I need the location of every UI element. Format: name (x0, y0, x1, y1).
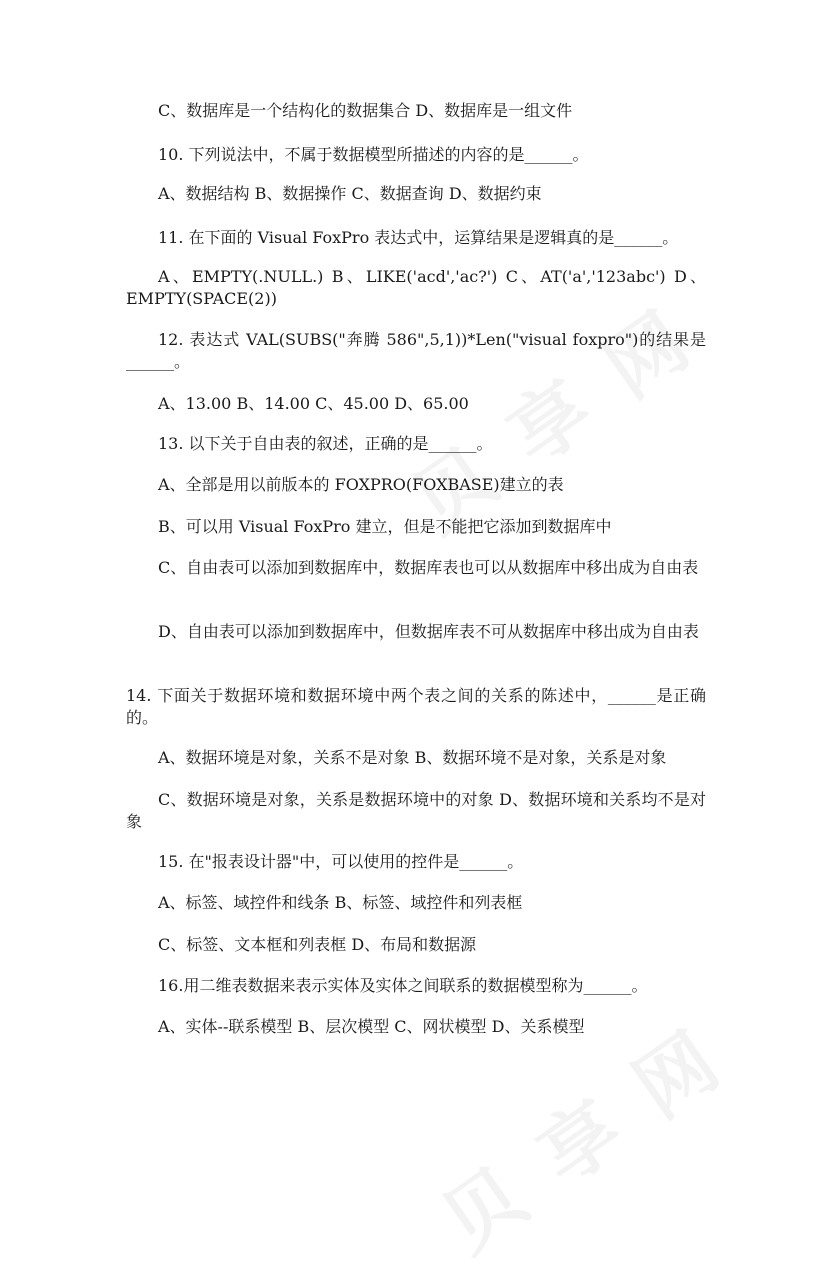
question-15-stem: 15. 在"报表设计器"中，可以使用的控件是______。 (158, 852, 524, 871)
question-12-options: A、13.00 B、14.00 C、45.00 D、65.00 (158, 394, 469, 413)
question-15-option-c-d: C、标签、文本框和列表框 D、布局和数据源 (158, 935, 477, 954)
question-12-stem: 12. 表达式 VAL(SUBS("奔腾 586",5,1))*Len("visual foxpro")的结果是______。 (126, 330, 706, 371)
question-10-options: A、数据结构 B、数据操作 C、数据查询 D、数据约束 (158, 184, 542, 203)
question-13-option-b: B、可以用 Visual FoxPro 建立，但是不能把它添加到数据库中 (158, 517, 612, 536)
question-9-option-c-d: C、数据库是一个结构化的数据集合 D、数据库是一组文件 (158, 101, 573, 120)
question-13-stem: 13. 以下关于自由表的叙述，正确的是______。 (158, 434, 493, 453)
watermark-lower (417, 999, 742, 1273)
question-14-option-a-b: A、数据环境是对象，关系不是对象 B、数据环境不是对象，关系是对象 (158, 748, 667, 767)
question-14-option-c-d: C、数据环境是对象，关系是数据环境中的对象 D、数据环境和关系均不是对象 (126, 790, 706, 831)
question-13-option-a: A、全部是用以前版本的 FOXPRO(FOXBASE)建立的表 (158, 475, 564, 494)
question-16-options: A、实体--联系模型 B、层次模型 C、网状模型 D、关系模型 (158, 1017, 585, 1036)
watermark-upper (387, 279, 712, 553)
question-13-option-d: D、自由表可以添加到数据库中，但数据库表不可从数据库中移出成为自由表 (158, 622, 699, 641)
question-16-stem: 16.用二维表数据来表示实体及实体之间联系的数据模型称为______。 (158, 976, 648, 995)
question-15-option-a-b: A、标签、域控件和线条 B、标签、域控件和列表框 (158, 893, 523, 912)
question-11-stem: 11. 在下面的 Visual FoxPro 表达式中，运算结果是逻辑真的是______。 (158, 228, 679, 247)
question-13-option-c: C、自由表可以添加到数据库中，数据库表也可以从数据库中移出成为自由表 (158, 558, 699, 577)
question-11-options: A、EMPTY(.NULL.) B、LIKE('acd','ac?') C、AT('a','123abc') D、EMPTY(SPACE(2)) (126, 267, 706, 308)
question-10-stem: 10. 下列说法中，不属于数据模型所描述的内容的是______。 (158, 145, 589, 164)
question-14-stem: 14. 下面关于数据环境和数据环境中两个表之间的关系的陈述中，______是正确的。 (126, 686, 706, 727)
